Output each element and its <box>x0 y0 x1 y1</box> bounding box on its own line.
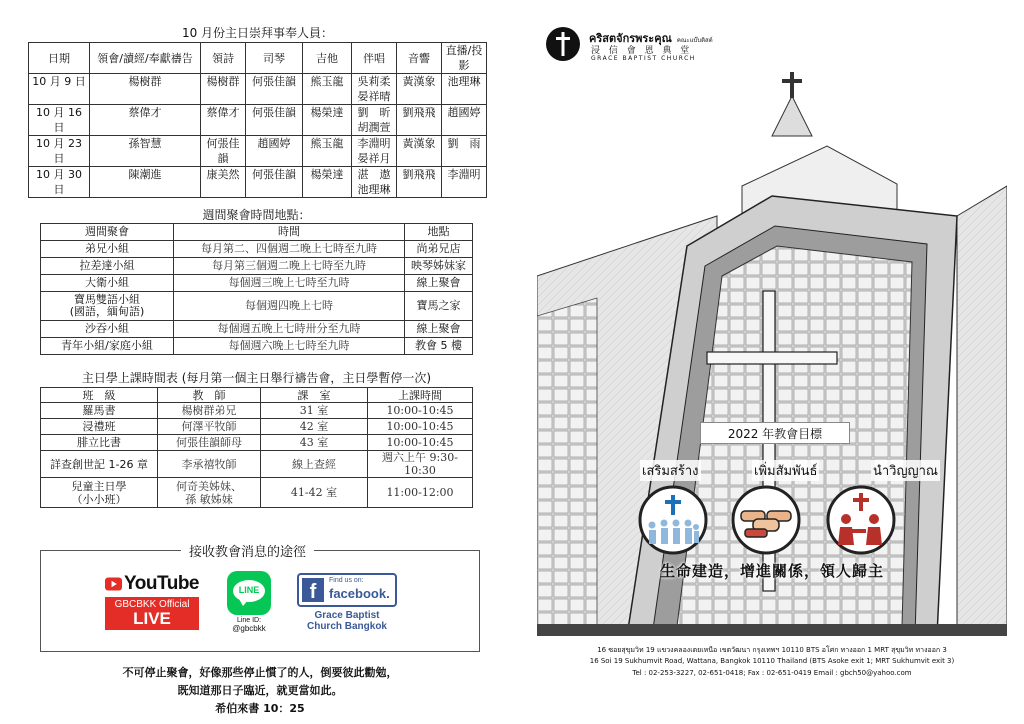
meetings-header-row <box>41 224 473 241</box>
church-thai-small: คณะแบ๊บติสต์ <box>676 37 713 44</box>
roster-leader: 陳潮進 <box>90 167 201 198</box>
school-title: 主日學上課時間表 (每月第一個主日舉行禱告會，主日學暫停一次) <box>81 371 432 385</box>
roster-sound: 黃漢象 <box>397 136 442 167</box>
roster-live: 池理琳 <box>442 74 487 105</box>
roster-live: 李淵明 <box>442 167 487 198</box>
school-class: 詳查創世記 1-26 章 <box>41 451 158 478</box>
meeting-place: 寶馬之家 <box>405 292 473 321</box>
table-row <box>41 478 473 508</box>
facebook-find-label: Find us on: <box>329 577 364 584</box>
roster-leader: 孫智慧 <box>90 136 201 167</box>
roster-header: 司琴 <box>246 43 303 74</box>
roster-header: 直播/投影 <box>442 43 487 74</box>
table-row <box>41 258 473 275</box>
roster-header: 領會/讀經/奉獻禱告 <box>90 43 201 74</box>
school-teacher <box>158 478 261 508</box>
church-logo <box>545 26 745 66</box>
facebook-badge <box>297 573 397 607</box>
roster-date: 10 月 16 日 <box>29 105 90 136</box>
meeting-place: 教會 5 樓 <box>405 338 473 355</box>
facebook-f-icon: f <box>302 578 324 602</box>
school-header: 課 室 <box>261 388 368 403</box>
roster-singer: 李淵明 <box>357 137 391 150</box>
meeting-name: 青年小組/家庭小組 <box>41 338 174 355</box>
roster-header: 音響 <box>397 43 442 74</box>
meeting-name-main: 寶馬雙語小組 <box>74 293 140 306</box>
line-brand: LINE <box>238 585 260 595</box>
meetings-header: 地點 <box>405 224 473 241</box>
line-logo[interactable] <box>227 571 271 633</box>
roster-leader: 蔡偉才 <box>90 105 201 136</box>
facebook-caption-1: Grace Baptist <box>314 610 380 621</box>
roster-singers <box>352 136 397 167</box>
table-row <box>41 451 473 478</box>
roster-singer: 湛 遨 <box>357 168 391 181</box>
goal-thai-1: เสริมสร้าง <box>640 460 701 481</box>
roster-worship: 何張佳韻 <box>201 136 246 167</box>
roster-header: 日期 <box>29 43 90 74</box>
address-english: 16 Soi 19 Sukhumvit Road, Wattana, Bangkok 10110 Thailand (BTS Asoke exit 1; MRT Sukhumvit exit 3) <box>589 657 955 665</box>
roster-date: 10 月 9 日 <box>29 74 90 105</box>
roster-singers <box>352 105 397 136</box>
roster-guitar: 楊榮達 <box>303 105 352 136</box>
roster-title: 10 月份主日崇拜事奉人員： <box>181 26 334 40</box>
roster-singer: 劉 昕 <box>357 106 391 119</box>
school-room: 43 室 <box>261 435 368 451</box>
school-teacher: 何張佳韻師母 <box>158 435 261 451</box>
table-row <box>41 338 473 355</box>
roster-worship: 蔡偉才 <box>201 105 246 136</box>
youtube-logo[interactable] <box>105 573 199 630</box>
youtube-channel-name: GBCBKK Official <box>114 599 190 610</box>
goal-handshake-icon <box>731 485 801 555</box>
school-class: 羅馬書 <box>41 403 158 419</box>
meeting-name: 大衛小組 <box>41 275 174 292</box>
table-row <box>41 275 473 292</box>
youtube-play-icon <box>105 574 122 594</box>
school-teacher-1: 何奇美姊妹、 <box>176 479 242 493</box>
roster-leader: 楊樹群 <box>90 74 201 105</box>
roster-piano: 何張佳韻 <box>246 74 303 105</box>
verse-line-1: 不可停止聚會，好像那些停止慣了的人，倒要彼此勸勉， <box>122 666 398 679</box>
school-room: 42 室 <box>261 419 368 435</box>
meeting-time: 每月第三個週二晚上七時至九時 <box>174 258 405 275</box>
goals-title: 2022 年教會目標 <box>727 427 823 441</box>
roster-worship: 康美然 <box>201 167 246 198</box>
school-class <box>41 478 158 508</box>
meeting-time: 每個週五晚上七時卅分至九時 <box>174 321 405 338</box>
meeting-place: 線上聚會 <box>405 321 473 338</box>
meetings-header: 週間聚會 <box>41 224 174 241</box>
roster-guitar: 楊榮達 <box>303 167 352 198</box>
goal-growth-icon <box>638 485 708 555</box>
roster-piano: 何張佳韻 <box>246 167 303 198</box>
roster-singer: 晏祥月 <box>357 152 391 165</box>
channels-box <box>40 545 480 652</box>
roster-guitar: 熊玉龍 <box>303 74 352 105</box>
meeting-time: 每個週六晚上七時至九時 <box>174 338 405 355</box>
line-id: @gbcbkk <box>232 624 266 633</box>
goal-thai-2: เพิ่มสัมพันธ์ <box>752 460 819 481</box>
facebook-brand: facebook. <box>329 586 390 601</box>
roster-worship: 楊樹群 <box>201 74 246 105</box>
roster-header: 伴唱 <box>352 43 397 74</box>
school-class-main: 兒童主日學 <box>71 479 127 493</box>
roster-header: 領詩 <box>201 43 246 74</box>
school-teacher: 李承禧牧師 <box>158 451 261 478</box>
school-class: 浸禮班 <box>41 419 158 435</box>
meeting-name: 弟兄小組 <box>41 241 174 258</box>
meetings-table <box>40 223 473 355</box>
roster-piano: 趙國婷 <box>246 136 303 167</box>
meeting-name-sub: (國語，緬甸語) <box>69 305 145 318</box>
school-room: 31 室 <box>261 403 368 419</box>
table-row <box>41 241 473 258</box>
verse-reference: 希伯來書 10：25 <box>215 702 305 715</box>
roster-piano: 何張佳韻 <box>246 105 303 136</box>
goal-outreach-icon <box>826 485 896 555</box>
roster-table <box>28 42 487 198</box>
youtube-brand: YouTube <box>124 573 199 594</box>
school-time: 10:00-10:45 <box>368 403 473 419</box>
meetings-header: 時間 <box>174 224 405 241</box>
goals-thai-row <box>640 460 940 481</box>
roster-guitar: 熊玉龍 <box>303 136 352 167</box>
roster-singers <box>352 167 397 198</box>
table-row <box>41 419 473 435</box>
roster-live: 趙國婷 <box>442 105 487 136</box>
roster-singers <box>352 74 397 105</box>
school-room: 41-42 室 <box>261 478 368 508</box>
channels-title: 接收教會消息的途徑 <box>181 541 314 560</box>
school-teacher-2: 孫 敏姊妹 <box>185 492 233 506</box>
table-row <box>41 403 473 419</box>
meeting-name: 拉差達小組 <box>41 258 174 275</box>
church-name-english: GRACE BAPTIST CHURCH <box>591 55 696 62</box>
address-thai: 16 ซอยสุขุมวิท 19 แขวงคลองเตยเหนือ เขตวัฒนา กรุงเทพฯ 10110 BTS อโศก ทางออก 1 MRT สุขุมวิท ทางออก 3 <box>597 646 947 654</box>
school-time: 週六上午 9:30-10:30 <box>368 451 473 478</box>
verse-line-2: 既知道那日子臨近，就更當如此。 <box>177 684 343 697</box>
goals-title-box <box>700 422 850 444</box>
facebook-logo[interactable] <box>297 573 397 632</box>
school-time: 11:00-12:00 <box>368 478 473 508</box>
roster-singer: 吳莉柔 <box>357 75 391 88</box>
table-row <box>41 321 473 338</box>
roster-date: 10 月 30 日 <box>29 167 90 198</box>
table-row <box>29 136 487 167</box>
school-room: 線上查經 <box>261 451 368 478</box>
school-time: 10:00-10:45 <box>368 435 473 451</box>
school-header: 上課時間 <box>368 388 473 403</box>
line-icon <box>227 571 271 615</box>
meetings-title: 週間聚會時間地點： <box>202 208 311 222</box>
school-teacher: 何澤平牧師 <box>158 419 261 435</box>
school-header: 教 師 <box>158 388 261 403</box>
youtube-live-badge <box>105 597 199 630</box>
meeting-place: 映琴姊妹家 <box>405 258 473 275</box>
table-row <box>29 105 487 136</box>
meeting-name: 沙吞小組 <box>41 321 174 338</box>
roster-singer: 胡潤萱 <box>357 121 391 134</box>
school-time: 10:00-10:45 <box>368 419 473 435</box>
facebook-caption-2: Church Bangkok <box>306 621 387 632</box>
contact-info: Tel : 02-253-3227, 02-651-0418; Fax : 02-651-0419 Email : gbch50@yahoo.com <box>632 669 912 677</box>
goals-chinese: 生命建造，增進關係，領人歸主 <box>659 562 884 580</box>
table-row <box>29 167 487 198</box>
school-teacher: 楊樹群弟兄 <box>158 403 261 419</box>
roster-sound: 黃漢象 <box>397 74 442 105</box>
school-class: 腓立比書 <box>41 435 158 451</box>
roster-live: 劉 雨 <box>442 136 487 167</box>
school-header-row <box>41 388 473 403</box>
church-logo-icon <box>545 26 581 62</box>
roster-sound: 劉飛飛 <box>397 105 442 136</box>
roster-date: 10 月 23 日 <box>29 136 90 167</box>
roster-header: 吉他 <box>303 43 352 74</box>
school-class-sub: （小小班） <box>71 492 127 506</box>
meeting-name <box>41 292 174 321</box>
church-thai-main: คริสตจักรพระคุณ <box>589 32 672 45</box>
youtube-live-label: LIVE <box>133 609 171 628</box>
meeting-time: 每月第二、四個週二晚上七時至九時 <box>174 241 405 258</box>
meeting-place: 尚弟兄店 <box>405 241 473 258</box>
meeting-time: 每個週四晚上七時 <box>174 292 405 321</box>
line-id-label: Line ID: <box>236 617 262 624</box>
meeting-place: 線上聚會 <box>405 275 473 292</box>
roster-sound: 劉飛飛 <box>397 167 442 198</box>
meeting-time: 每個週三晚上七時至九時 <box>174 275 405 292</box>
roster-singer: 晏祥晴 <box>357 90 391 103</box>
goal-thai-3: นำวิญญาณ <box>871 460 940 481</box>
table-row <box>41 292 473 321</box>
school-table <box>40 387 473 508</box>
school-header: 班 級 <box>41 388 158 403</box>
table-row <box>29 74 487 105</box>
church-name-chinese: 浸 信 會 恩 典 堂 <box>591 46 693 56</box>
table-row <box>41 435 473 451</box>
roster-header-row <box>29 43 487 74</box>
roster-singer: 池理琳 <box>357 183 391 196</box>
